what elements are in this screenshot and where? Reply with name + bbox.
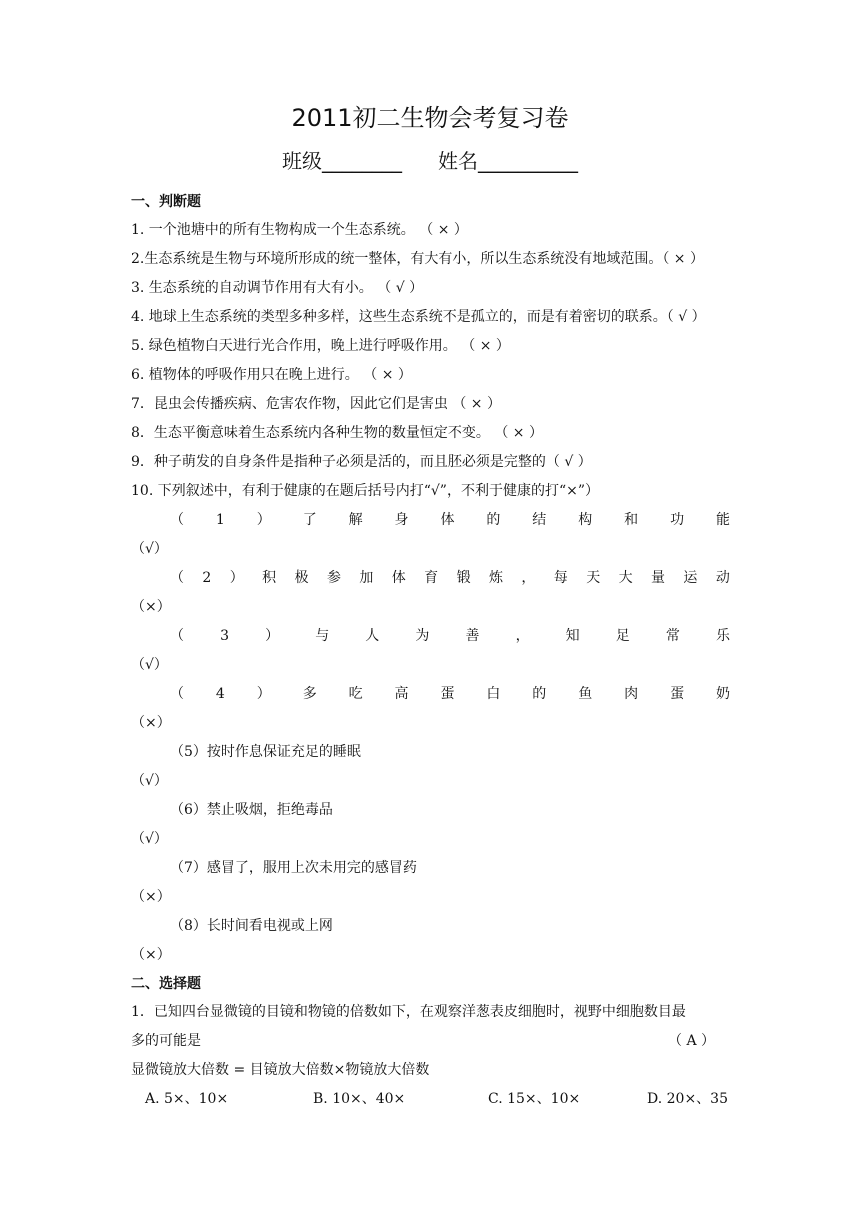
- option-c: C. 15×、10×: [488, 1091, 581, 1107]
- class-field: 班级________: [282, 149, 402, 173]
- answer-mark: （√）: [131, 541, 168, 557]
- answer-mark: （√）: [131, 657, 168, 673]
- question-item: 9．种子萌发的自身条件是指种子必须是活的，而且胚必须是完整的（ √ ）: [131, 454, 592, 470]
- question-item: 4. 地球上生态系统的类型多种多样，这些生态系统不是孤立的，而是有着密切的联系。（ √ ）: [131, 309, 706, 325]
- question-item: 5. 绿色植物白天进行光合作用，晚上进行呼吸作用。 （ × ）: [131, 338, 510, 354]
- sub-item-8: （8）长时间看电视或上网: [170, 918, 333, 934]
- question-item: 7．昆虫会传播疾病、危害农作物，因此它们是害虫 （ × ）: [131, 396, 501, 412]
- question-text: 多的可能是: [131, 1033, 201, 1049]
- name-field: 姓名__________: [438, 149, 578, 173]
- section-heading-judgement: 一、判断题: [131, 194, 201, 210]
- formula-line: 显微镜放大倍数 = 目镜放大倍数×物镜放大倍数: [131, 1062, 430, 1078]
- answer-mark: （×）: [131, 947, 171, 963]
- option-d: D. 20×、35: [647, 1091, 728, 1107]
- question-item: 6. 植物体的呼吸作用只在晚上进行。 （ × ）: [131, 367, 412, 383]
- sub-item-7: （7）感冒了，服用上次未用完的感冒药: [170, 860, 417, 876]
- student-info-line: [0, 146, 860, 176]
- question-item: 1. 一个池塘中的所有生物构成一个生态系统。 （ × ）: [131, 222, 468, 238]
- answer-mark: （ A ）: [668, 1033, 716, 1049]
- question-item: 8．生态平衡意味着生态系统内各种生物的数量恒定不变。 （ × ）: [131, 425, 543, 441]
- answer-mark: （√）: [131, 773, 168, 789]
- question-item: 10. 下列叙述中，有利于健康的在题后括号内打“√”，不利于健康的打“×”）: [131, 483, 599, 499]
- option-b: B. 10×、40×: [313, 1091, 406, 1107]
- question-text: 1．已知四台显微镜的目镜和物镜的倍数如下，在观察洋葱表皮细胞时，视野中细胞数目最: [131, 1004, 686, 1020]
- sub-item-3: （ 3 ） 与 人 为 善 ， 知 足 常 乐: [170, 628, 730, 644]
- answer-mark: （×）: [131, 715, 171, 731]
- answer-mark: （×）: [131, 599, 171, 615]
- page-title: 2011初二生物会考复习卷: [291, 104, 569, 132]
- answer-mark: （√）: [131, 831, 168, 847]
- sub-item-4: （ 4 ） 多 吃 高 蛋 白 的 鱼 肉 蛋 奶: [170, 686, 730, 702]
- question-item: 2.生态系统是生物与环境所形成的统一整体，有大有小，所以生态系统没有地域范围。（ × ）: [131, 251, 704, 267]
- sub-item-5: （5）按时作息保证充足的睡眠: [170, 744, 361, 760]
- sub-item-1: （ 1 ） 了 解 身 体 的 结 构 和 功 能: [170, 512, 730, 528]
- answer-mark: （×）: [131, 889, 171, 905]
- sub-item-6: （6）禁止吸烟，拒绝毒品: [170, 802, 333, 818]
- sub-item-2: （ 2 ） 积 极 参 加 体 育 锻 炼 ， 每 天 大 量 运 动: [170, 570, 730, 586]
- question-item: 3. 生态系统的自动调节作用有大有小。 （ √ ）: [131, 280, 424, 296]
- section-heading-choice: 二、选择题: [131, 976, 201, 992]
- option-a: A. 5×、10×: [145, 1091, 229, 1107]
